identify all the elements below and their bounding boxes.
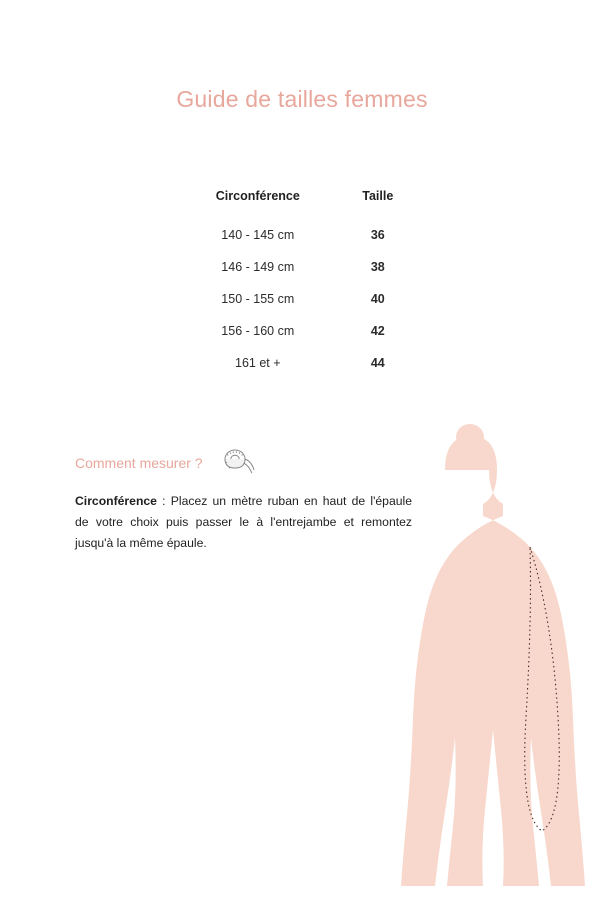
table-row: [178, 347, 418, 379]
table-row: [178, 219, 418, 251]
cell-circumference: 156 - 160 cm: [221, 324, 295, 338]
cell-size: 40: [370, 292, 385, 306]
column-header-size: Taille: [362, 189, 394, 203]
cell-circumference: 140 - 145 cm: [221, 228, 295, 242]
cell-circumference: 161 et +: [235, 356, 281, 370]
cell-size: 36: [370, 228, 385, 242]
size-guide-table: [178, 188, 418, 379]
how-to-measure-label: Comment mesurer ?: [75, 454, 203, 471]
cell-size: 44: [370, 356, 385, 370]
table-header-row: [178, 188, 418, 219]
cell-size: 38: [370, 260, 385, 274]
column-header-circumference: Circonférence: [215, 189, 300, 203]
cell-circumference: 150 - 155 cm: [221, 292, 295, 306]
table-row: [178, 251, 418, 283]
how-to-measure-term: Circonférence: [75, 494, 157, 508]
table-row: [178, 315, 418, 347]
measuring-tape-icon: [219, 446, 255, 479]
how-to-measure-heading: [75, 446, 255, 479]
table-row: [178, 283, 418, 315]
cell-size: 42: [370, 324, 385, 338]
how-to-measure-body: : Placez un mètre ruban en haut de l'épaule de votre choix puis passer le à l'entrejambe et remontez jusqu'à la même épaule.: [75, 494, 412, 550]
cell-circumference: 146 - 149 cm: [221, 260, 295, 274]
page-title: Guide de tailles femmes: [176, 86, 428, 112]
female-body-silhouette: [360, 415, 604, 906]
